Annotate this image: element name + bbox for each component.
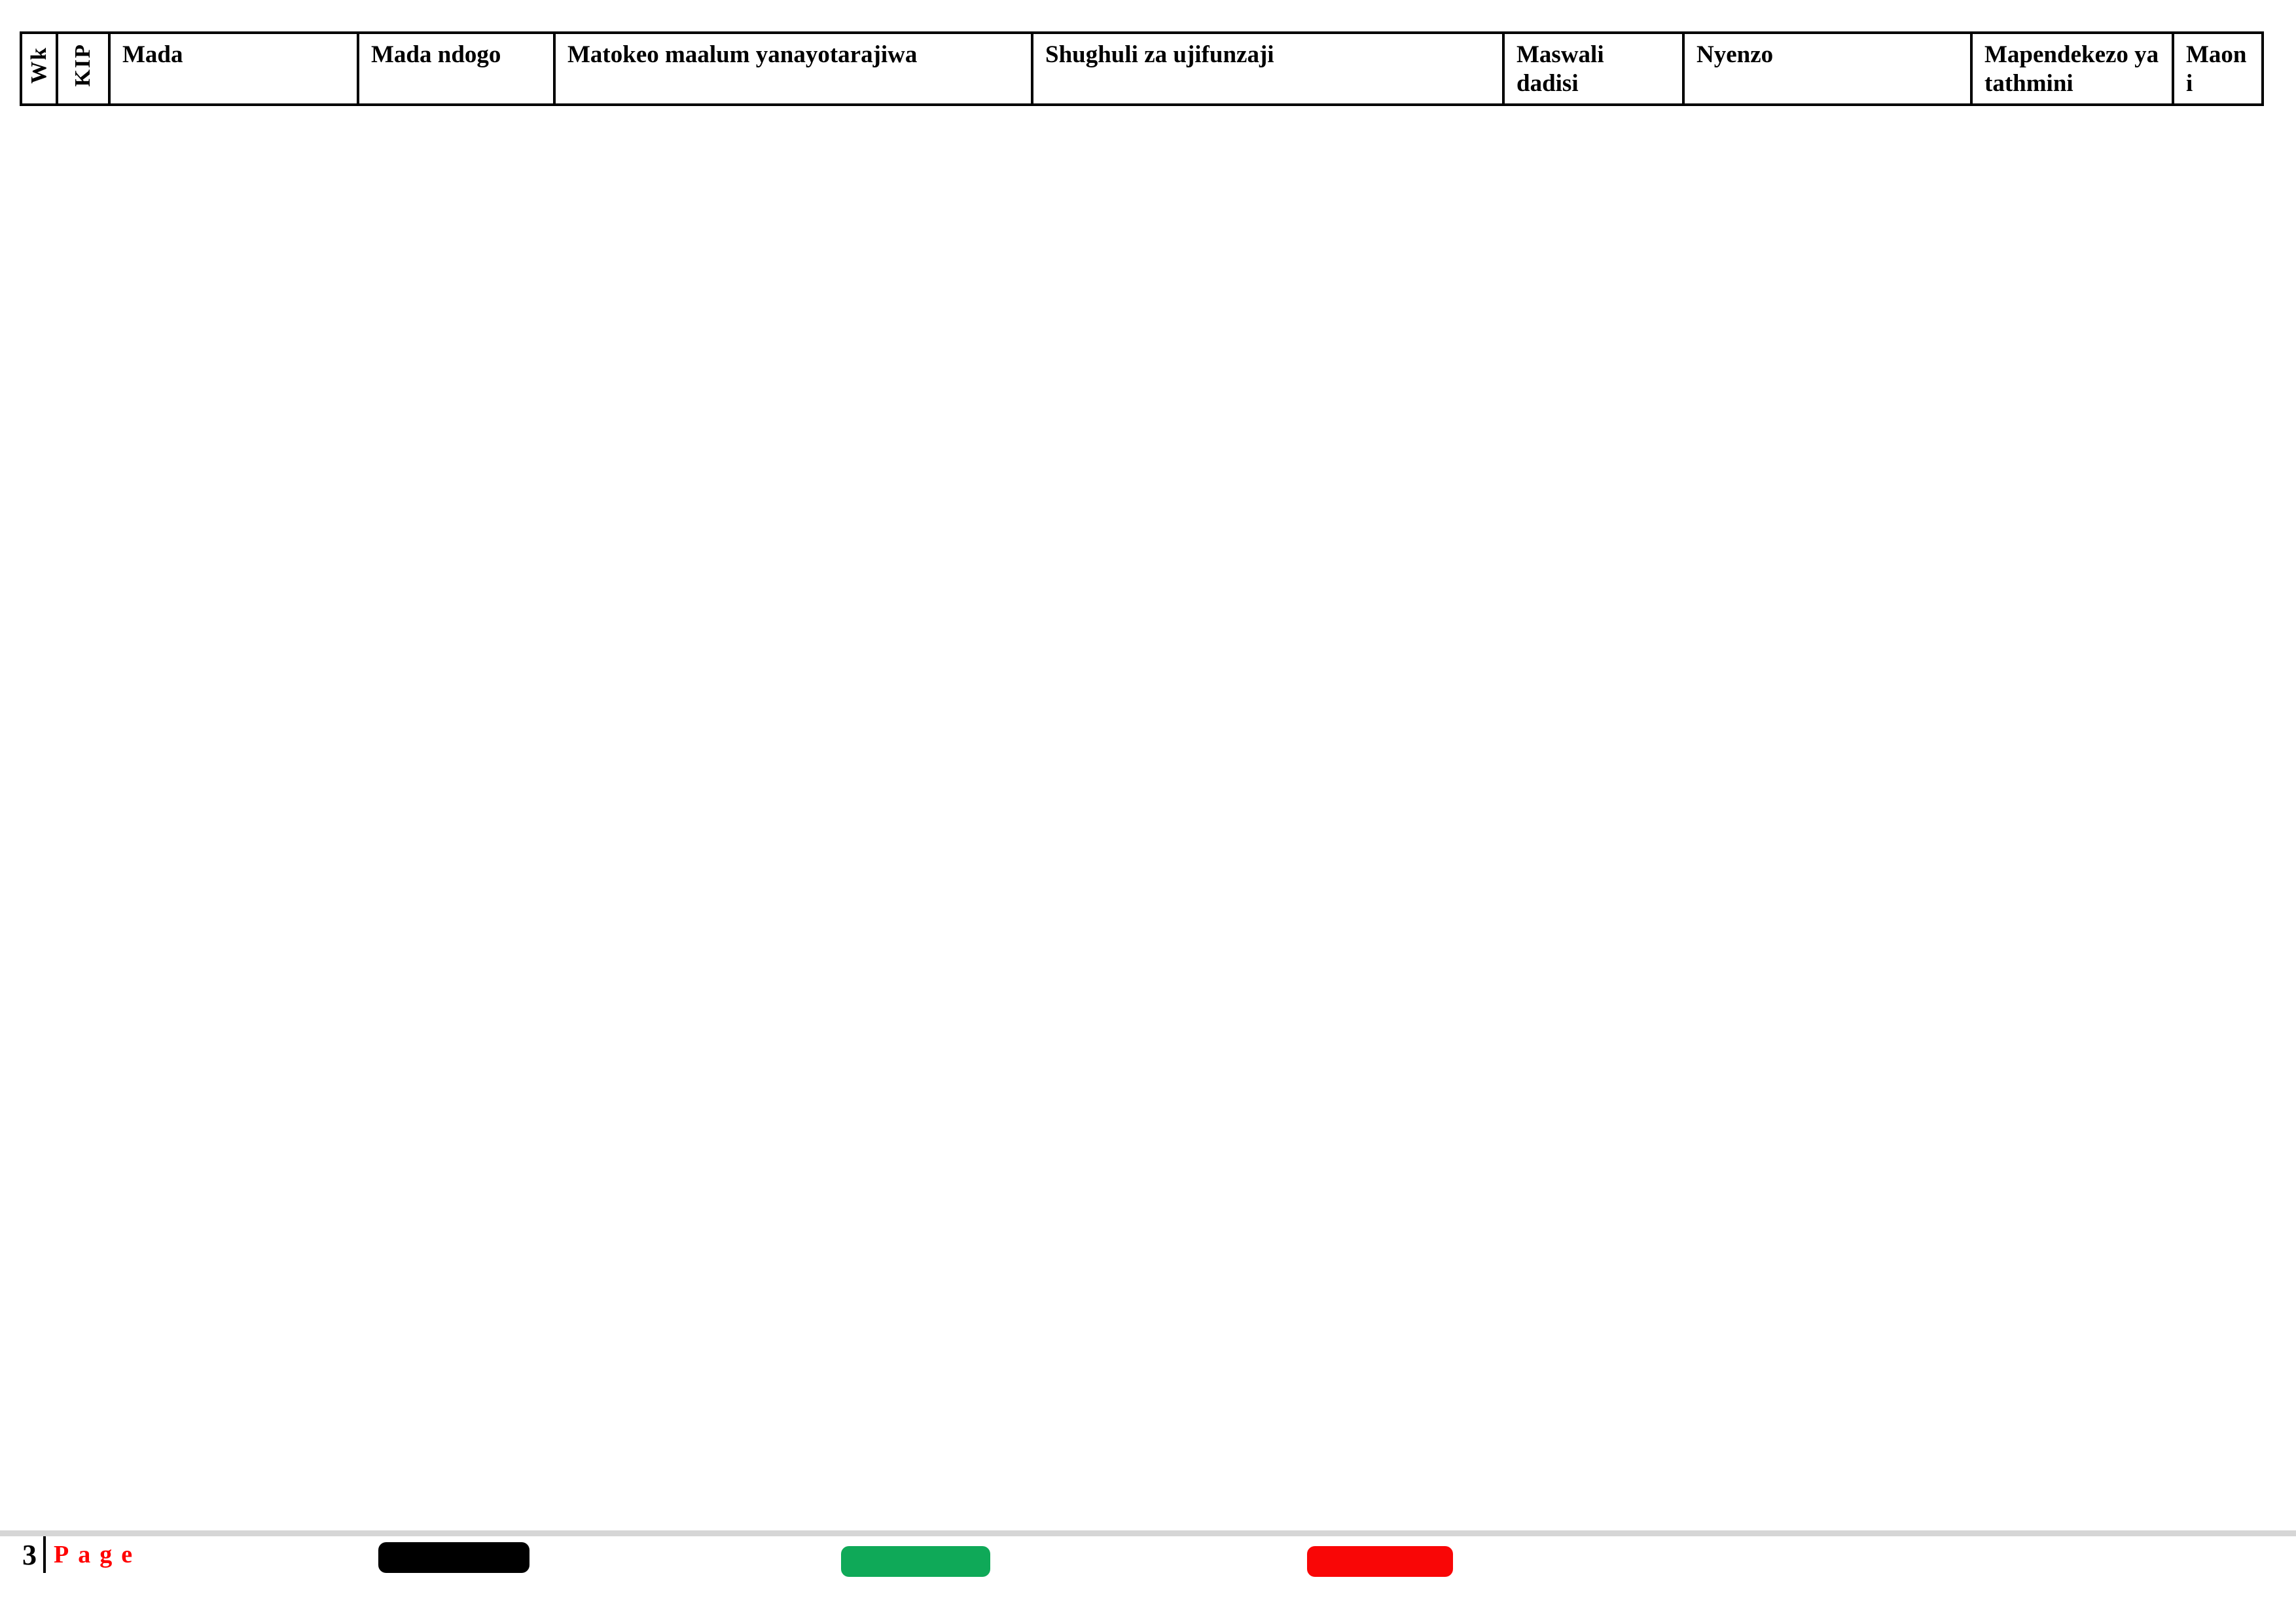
column-header-expected-outcomes: Matokeo maalum yanayotarajiwa: [554, 33, 1032, 105]
column-header-week-label: Wk: [26, 46, 51, 84]
red-bar: [1307, 1546, 1453, 1577]
column-header-inquiry-questions: Maswali dadisi: [1503, 33, 1683, 105]
column-header-lesson: [57, 33, 109, 105]
column-header-learning-activities: Shughuli za ujifunzaji: [1032, 33, 1503, 105]
column-header-assessment: Mapendekezo ya tathmini: [1971, 33, 2173, 105]
page-number-footer: [22, 1534, 141, 1575]
scheme-of-work-table: [20, 31, 2264, 106]
page-number: 3: [22, 1538, 37, 1571]
page-word: Page: [54, 1541, 142, 1568]
page-number-divider: [43, 1536, 46, 1573]
column-header-topic: Mada: [109, 33, 358, 105]
column-header-week: [21, 33, 57, 105]
column-header-remarks: Maoni: [2173, 33, 2263, 105]
column-header-subtopic: Mada ndogo: [358, 33, 554, 105]
column-header-lesson-label: KIP: [71, 43, 95, 87]
column-header-resources: Nyenzo: [1683, 33, 1971, 105]
black-bar: [378, 1542, 529, 1573]
header-row: [21, 33, 2263, 105]
green-bar: [841, 1546, 990, 1577]
page-bottom-rule: [0, 1530, 2296, 1536]
